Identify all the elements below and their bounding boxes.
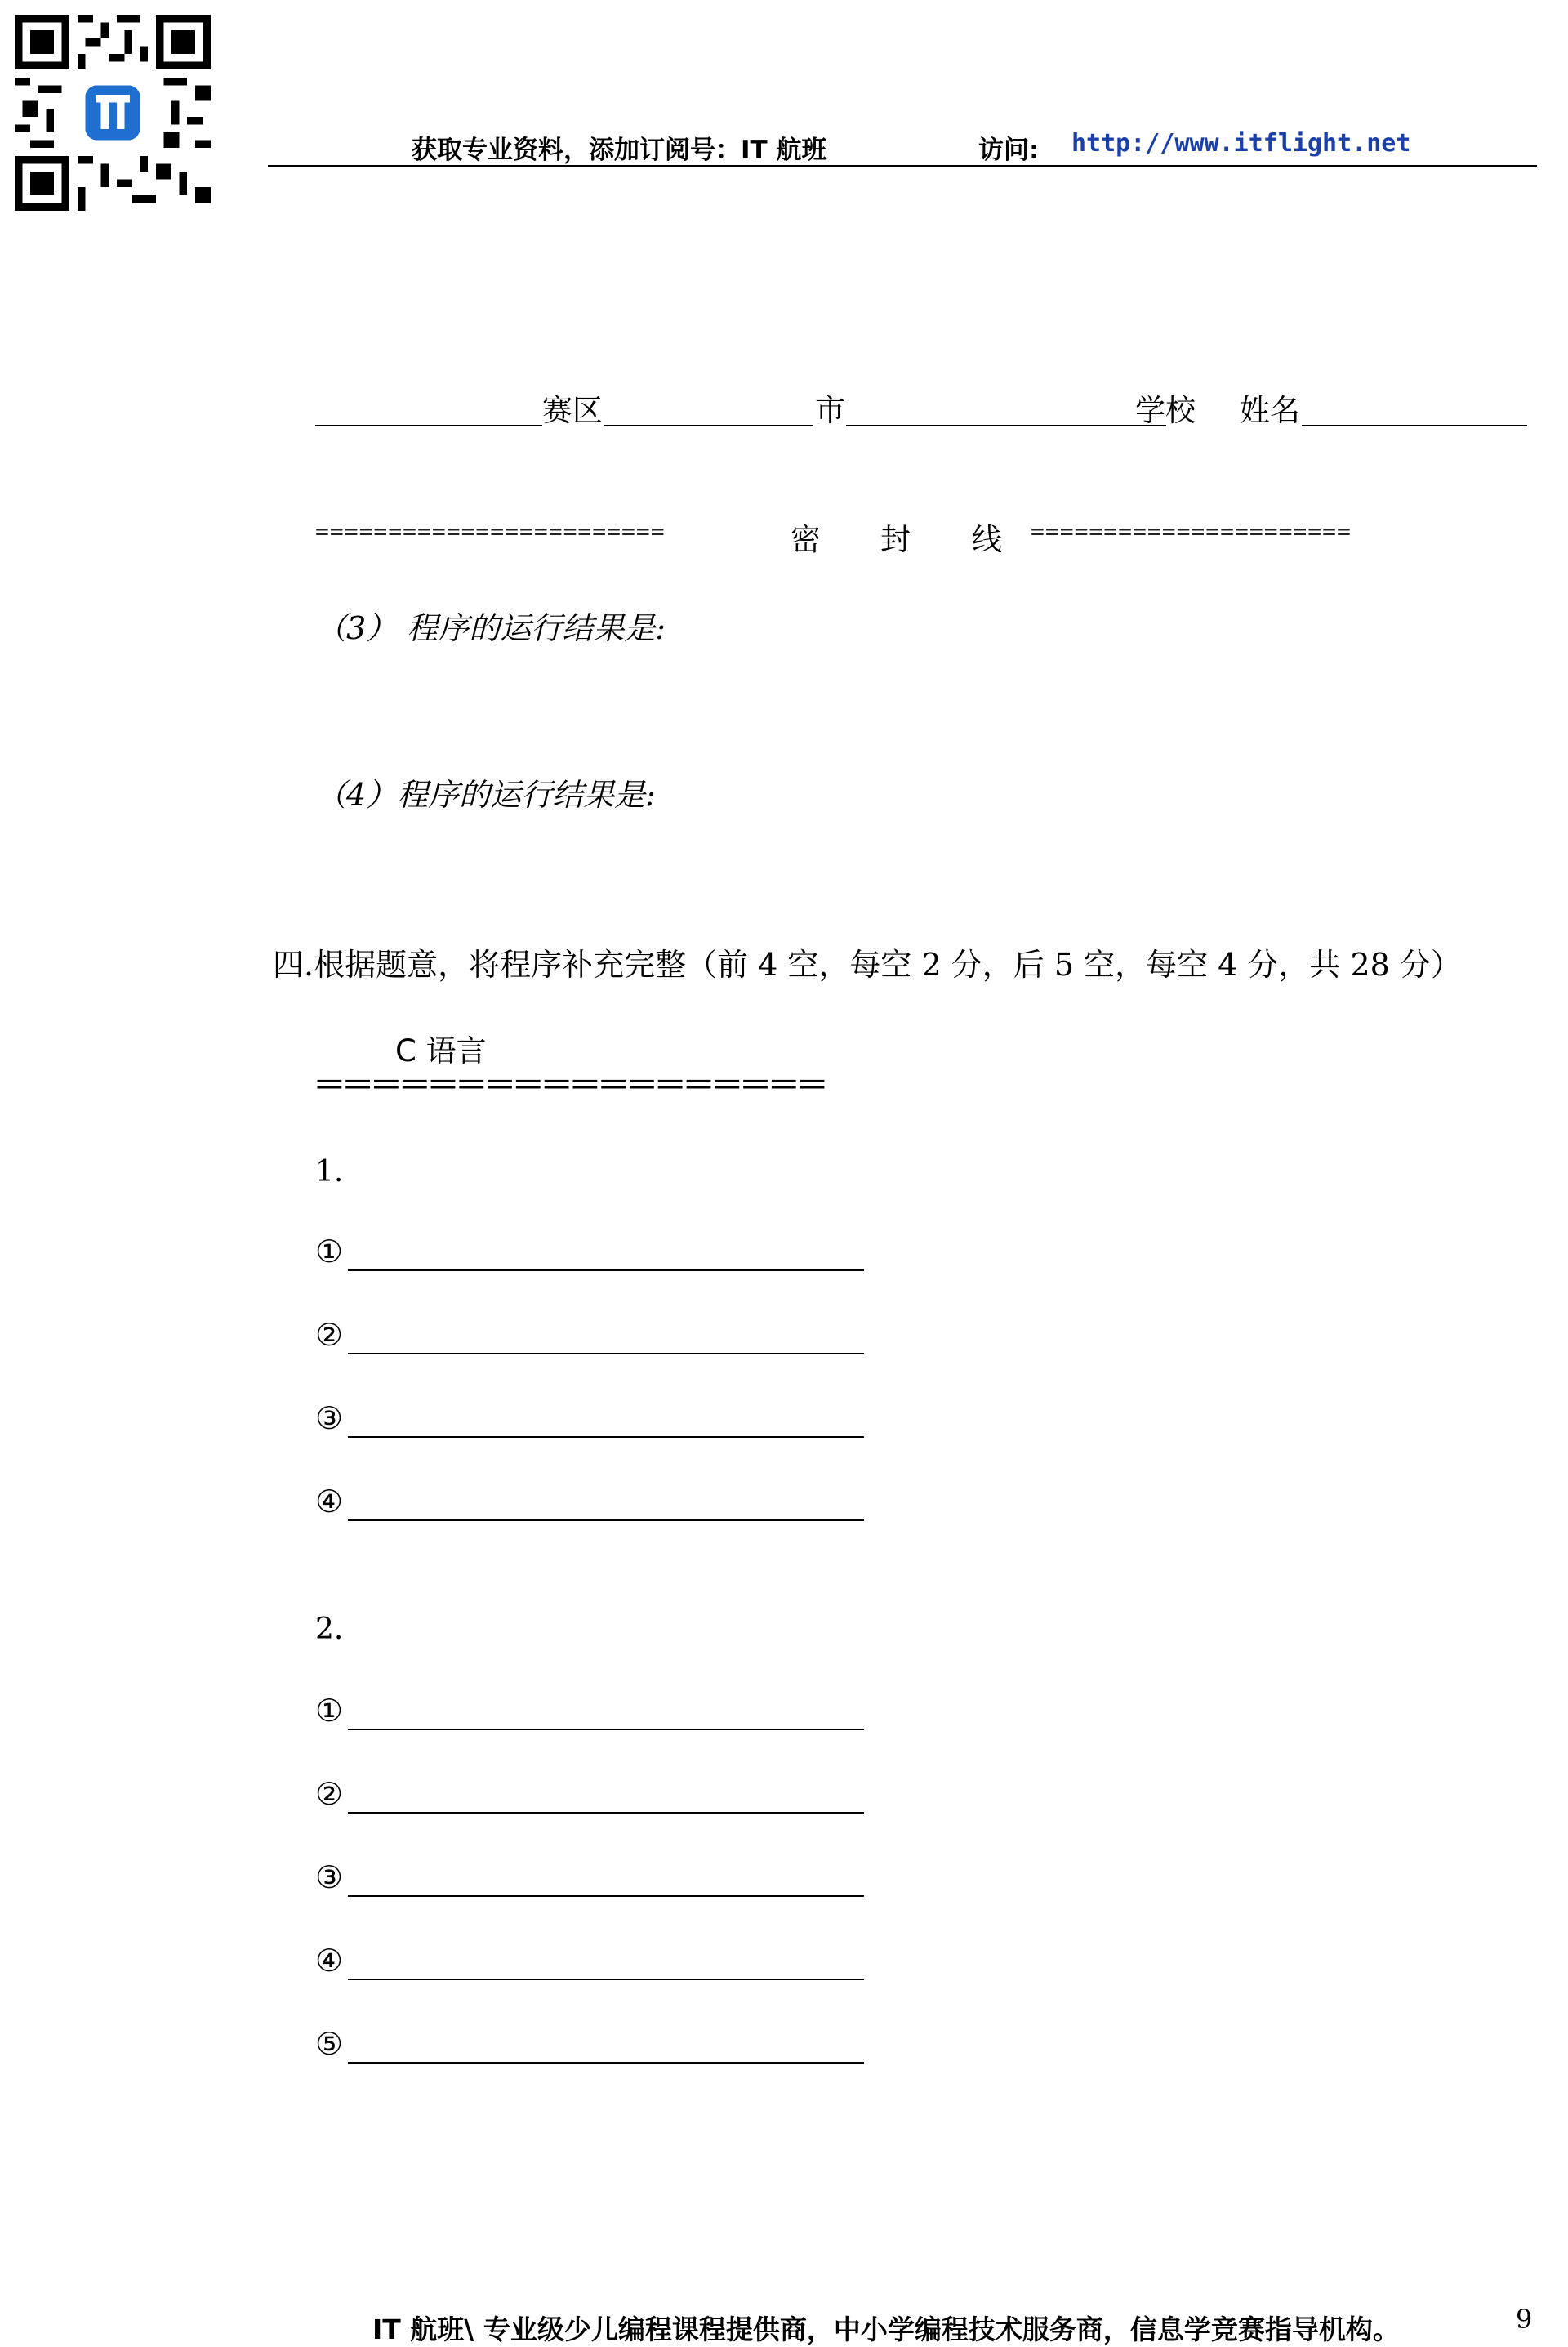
header-visit-label: 访问: [978,136,1040,165]
seal-char-mi: 密 [791,522,821,557]
language-title: C 语言 [395,1033,487,1069]
seal-char-xian: 线 [972,522,1002,557]
answer-line [348,1729,864,1730]
answer-line [348,1436,864,1438]
answer-line [348,2062,864,2064]
school-blank [846,389,1166,426]
blank-marker: ① [315,1693,344,1729]
blank-marker: ② [315,1776,344,1812]
problem-2-blank-2[interactable] [315,1774,871,1814]
problem-1-blank-2[interactable] [315,1315,871,1354]
answer-line [348,1979,864,1980]
division-label: 赛区 [542,393,603,428]
problem-2-blank-4[interactable] [315,1941,871,1980]
city-blank [604,389,813,426]
seal-equals-right: ====================== [1031,518,1352,545]
name-blank [1302,389,1527,426]
problem-1-blank-4[interactable] [315,1482,871,1521]
problem-2-blank-5[interactable] [315,2024,871,2064]
answer-line [348,1353,864,1354]
header-url-link[interactable]: http://www.itflight.net [1071,129,1411,158]
city-label: 市 [815,393,845,428]
qr-code-icon [15,15,211,211]
answer-line [348,1895,864,1897]
answer-line [348,1519,864,1521]
problem-2-number: 2. [315,1613,344,1646]
question-4-result: （4）程序的运行结果是: [315,777,656,813]
header-subscribe-text: 获取专业资料，添加订阅号：IT 航班 [412,136,827,165]
header-divider [268,165,1537,167]
blank-marker: ① [315,1234,344,1269]
division-blank [315,389,542,426]
problem-1-blank-1[interactable] [315,1232,871,1271]
answer-line [348,1812,864,1814]
question-3-result: （3） 程序的运行结果是: [315,610,666,646]
name-label: 姓名 [1240,393,1300,428]
problem-2-blank-1[interactable] [315,1691,871,1730]
seal-equals-left: ======================== [315,518,666,545]
problem-2-blank-3[interactable] [315,1858,871,1897]
problem-1-blank-3[interactable] [315,1399,871,1438]
blank-marker: ④ [315,1484,344,1519]
section-4-title: 四.根据题意，将程序补充完整（前 4 空，每空 2 分，后 5 空，每空 4 分，共 28 分） [273,947,1462,983]
blank-marker: ⑤ [315,2026,344,2062]
problem-1-number: 1. [315,1155,344,1189]
page-number: 9 [1516,2304,1533,2335]
blank-marker: ② [315,1317,344,1353]
language-separator: ================== [315,1065,826,1101]
blank-marker: ④ [315,1943,344,1979]
seal-char-feng: 封 [880,522,911,557]
school-label: 学校 [1135,393,1196,428]
blank-marker: ③ [315,1859,344,1895]
answer-line [348,1269,864,1271]
blank-marker: ③ [315,1400,344,1436]
footer-text: IT 航班\ 专业级少儿编程课程提供商，中小学编程技术服务商，信息学竞赛指导机构。 [372,2314,1400,2345]
